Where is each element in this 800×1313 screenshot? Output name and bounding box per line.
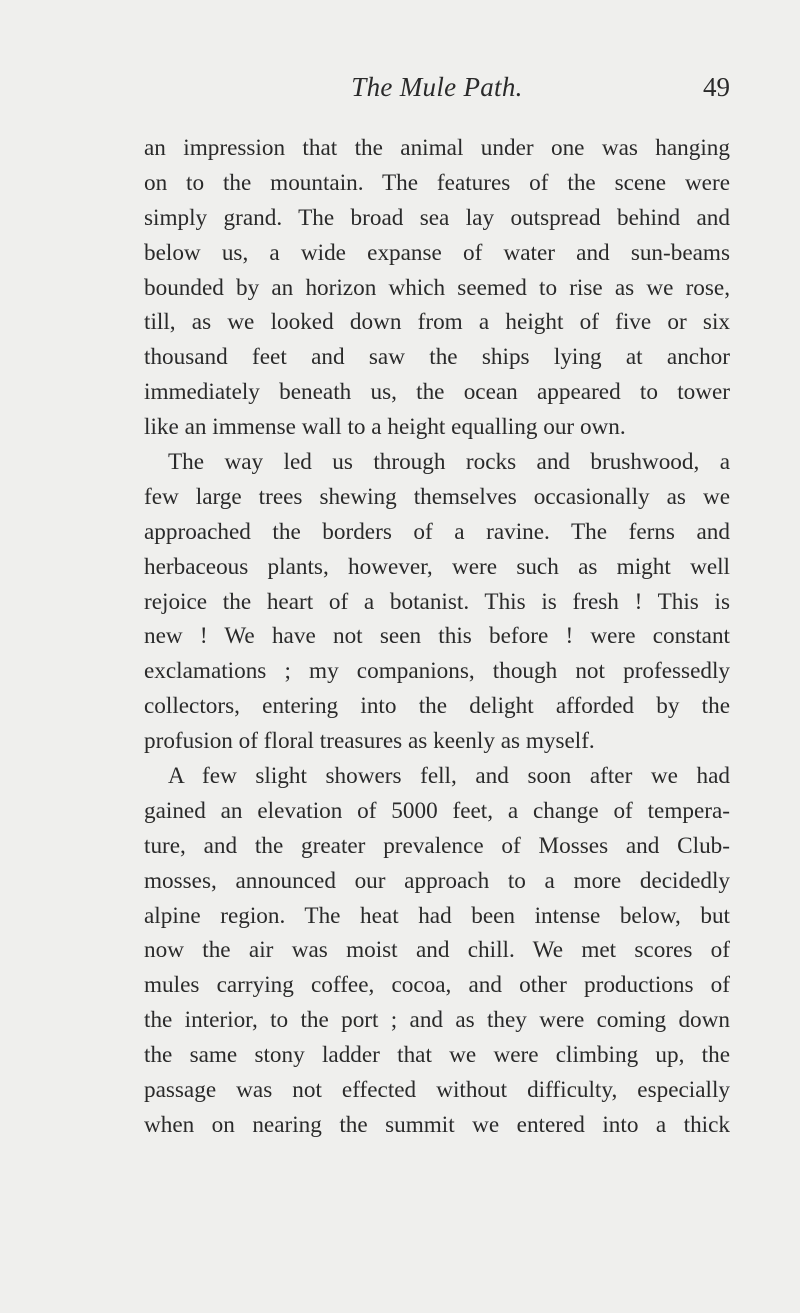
- text-line: when on nearing the summit we entered into a thick: [144, 1111, 730, 1138]
- text-line: exclamations ; my companions, though not professedly: [144, 658, 730, 685]
- text-line: collectors, entering into the delight afforded by the: [144, 693, 730, 720]
- text-line: thousand feet and saw the ships lying at anchor: [144, 344, 730, 371]
- text-line: mules carrying coffee, cocoa, and other productions of: [144, 972, 730, 999]
- text-line: below us, a wide expanse of water and sun-beams: [144, 239, 730, 266]
- text-line: passage was not effected without difficulty, especially: [144, 1077, 730, 1104]
- text-line: The way led us through rocks and brushwood, a: [168, 449, 730, 476]
- text-line: like an immense wall to a height equalling our own.: [144, 414, 626, 441]
- text-line: herbaceous plants, however, were such as might well: [144, 553, 730, 580]
- text-line: till, as we looked down from a height of five or six: [144, 309, 730, 336]
- text-line: now the air was moist and chill. We met scores of: [144, 937, 730, 964]
- page-number: 49: [703, 72, 730, 102]
- text-line: ture, and the greater prevalence of Mosses and Club-: [144, 832, 730, 859]
- text-line: approached the borders of a ravine. The ferns and: [144, 518, 730, 545]
- text-line: the same stony ladder that we were climbing up, the: [144, 1042, 730, 1069]
- text-line: on to the mountain. The features of the scene were: [144, 169, 730, 196]
- text-line: new ! We have not seen this before ! were constant: [144, 623, 730, 650]
- text-line: bounded by an horizon which seemed to rise as we rose,: [144, 274, 730, 301]
- text-line: rejoice the heart of a botanist. This is fresh ! This is: [144, 588, 730, 615]
- text-line: mosses, announced our approach to a more decidedly: [144, 867, 730, 894]
- running-title: The Mule Path.: [351, 72, 523, 102]
- text-line: simply grand. The broad sea lay outspread behind and: [144, 204, 730, 231]
- text-line: immediately beneath us, the ocean appeared to tower: [144, 379, 730, 406]
- text-line: A few slight showers fell, and soon after we had: [168, 763, 730, 790]
- text-line: alpine region. The heat had been intense below, but: [144, 902, 730, 929]
- text-line: gained an elevation of 5000 feet, a change of tempera-: [144, 797, 730, 824]
- body-text: [144, 131, 730, 1143]
- text-line: profusion of floral treasures as keenly as myself.: [144, 728, 595, 755]
- text-line: few large trees shewing themselves occasionally as we: [144, 483, 730, 510]
- text-line: an impression that the animal under one was hanging: [144, 135, 730, 161]
- running-head: [144, 72, 730, 112]
- text-line: the interior, to the port ; and as they were coming down: [144, 1007, 730, 1034]
